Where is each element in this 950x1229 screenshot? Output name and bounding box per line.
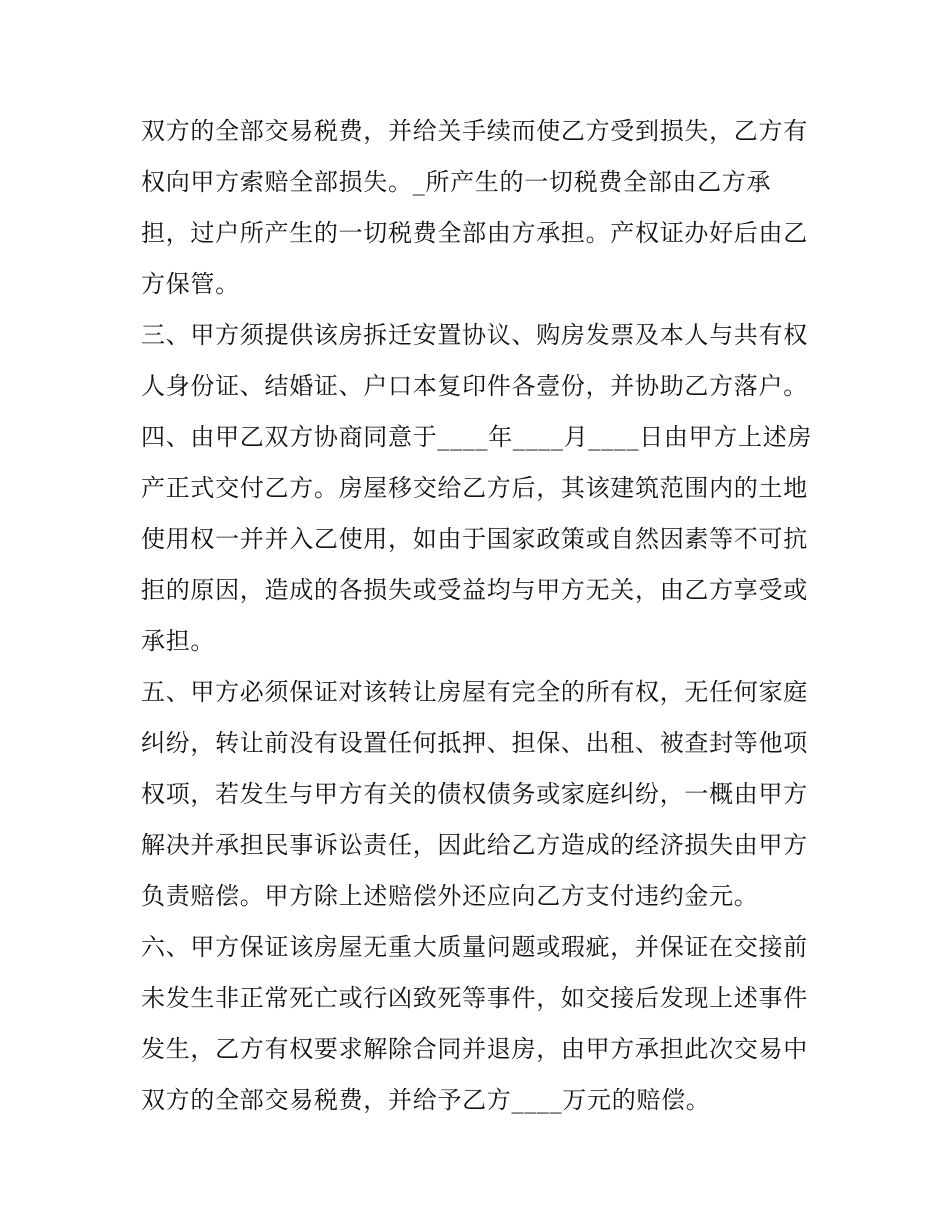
text-line: 纠纷，转让前没有设置任何抵押、担保、出租、被查封等他项 xyxy=(141,729,808,757)
text-line: 解决并承担民事诉讼责任，因此给乙方造成的经济损失由甲方 xyxy=(141,831,808,859)
clause-4-line: 四、由甲乙双方协商同意于____年____月____日由甲方上述房 xyxy=(141,423,813,451)
text-line: 产正式交付乙方。房屋移交给乙方后，其该建筑范围内的土地 xyxy=(141,474,808,502)
text-line: 方保管。 xyxy=(141,270,240,298)
text-line: 承担。 xyxy=(141,627,216,655)
clause-3-line: 三、甲方须提供该房拆迁安置协议、购房发票及本人与共有权 xyxy=(141,321,808,349)
text-line: 未发生非正常死亡或行凶致死等事件，如交接后发现上述事件 xyxy=(141,984,808,1012)
text-line: 双方的全部交易税费，并给关手续而使乙方受到损失，乙方有 xyxy=(141,117,808,145)
text-line: 发生，乙方有权要求解除合同并退房，由甲方承担此次交易中 xyxy=(141,1035,808,1063)
text-line: 人身份证、结婚证、户口本复印件各壹份，并协助乙方落户。 xyxy=(141,372,808,400)
text-line: 权项，若发生与甲方有关的债权债务或家庭纠纷，一概由甲方 xyxy=(141,780,808,808)
text-line: 双方的全部交易税费，并给予乙方____万元的赔偿。 xyxy=(141,1086,711,1114)
text-line: 拒的原因，造成的各损失或受益均与甲方无关，由乙方享受或 xyxy=(141,576,808,604)
text-line: 担，过户所产生的一切税费全部由方承担。产权证办好后由乙 xyxy=(141,219,808,247)
contract-text xyxy=(141,109,821,1129)
text-line: 负责赔偿。甲方除上述赔偿外还应向乙方支付违约金元。 xyxy=(141,882,759,910)
text-line: 使用权一并并入乙使用，如由于国家政策或自然因素等不可抗 xyxy=(141,525,808,553)
clause-6-line: 六、甲方保证该房屋无重大质量问题或瑕疵，并保证在交接前 xyxy=(141,933,808,961)
text-line: 权向甲方索赔全部损失。_所产生的一切税费全部由乙方承 xyxy=(141,168,772,196)
clause-5-line: 五、甲方必须保证对该转让房屋有完全的所有权，无任何家庭 xyxy=(141,678,808,706)
